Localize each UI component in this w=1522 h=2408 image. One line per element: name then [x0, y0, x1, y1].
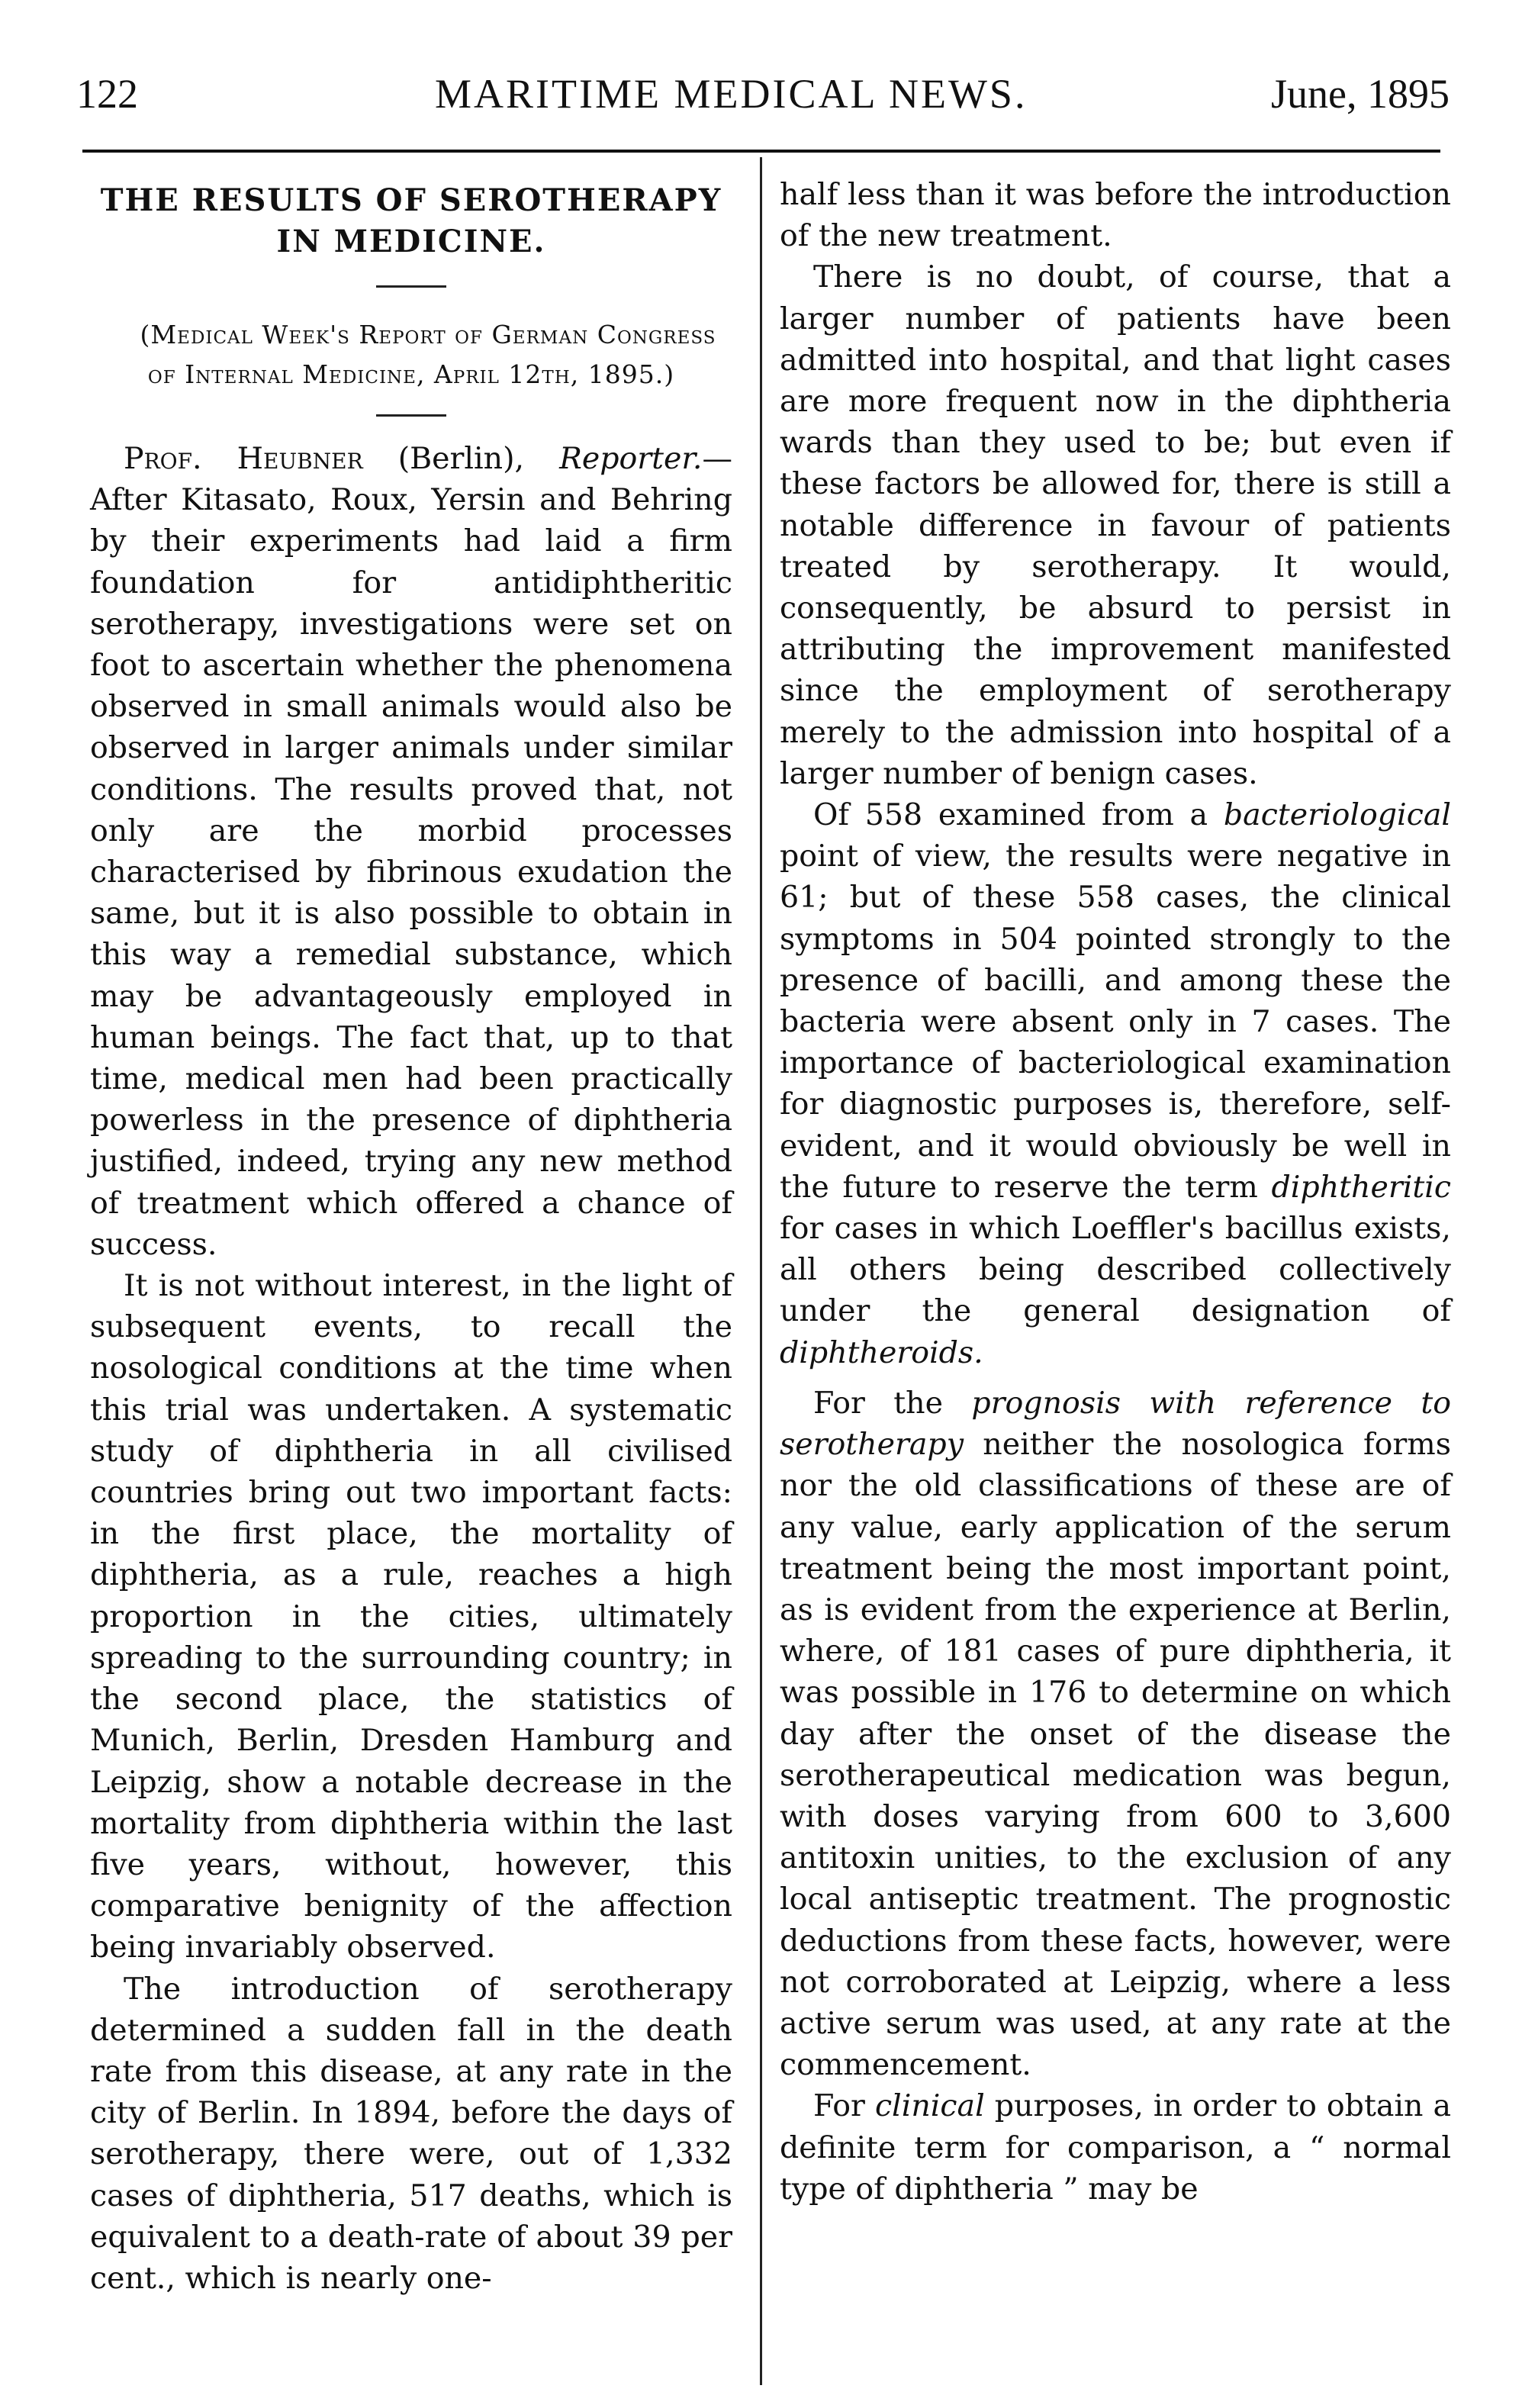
p5-part-b: point of view, the results were negative in 61; but of these 558 cases, the clinical symptoms in 504 pointed strongly to the presence of bacilli, and among these the bacteria were absent only in 7 cases. The importance of bacteriological examination for diagnostic purposes is, therefore, self-evident, and it would obviously be well in the future to reserve the term	[780, 839, 1451, 1205]
page-number: 122	[76, 71, 138, 117]
running-header	[76, 70, 1450, 131]
paragraph-1	[90, 438, 732, 1265]
source-rule	[376, 414, 446, 417]
right-column	[780, 174, 1451, 2210]
byline-dash: —	[702, 441, 732, 476]
title-rule	[376, 285, 446, 288]
left-column	[90, 174, 732, 2299]
paragraph-7	[780, 2085, 1451, 2210]
paragraph-2: It is not without interest, in the light of subsequent events, to recall the nosological conditions at the time when this trial was undertaken. A systematic study of diphtheria in all civilised countries bring out two important facts: in the first place, the mortality of diphtheria, as a rule, reaches a high proportion in the cities, ultimately spreading to the surrounding country; in the second place, the statistics of Munich, Berlin, Dresden Hamburg and Leipzig, show a notable decrease in the mortality from diphtheria within the last five years, without, however, this comparative benignity of the affection being invariably observed.	[90, 1268, 732, 1965]
p7-part-b: purposes, in order to obtain a definite term for comparison, a “ normal type of diphtheria ” may be	[780, 2088, 1452, 2207]
p5-part-a: Of 558 examined from a	[813, 797, 1224, 833]
article-title: THE RESULTS OF SEROTHERAPY IN MEDICINE.	[100, 182, 722, 259]
reporter-role: Reporter.	[559, 441, 703, 476]
p6-part-a: For the	[813, 1385, 972, 1421]
p5-emphasis-diphtheroids: diphtheroids.	[780, 1334, 983, 1370]
header-rule	[82, 150, 1440, 153]
p5-part-c: for cases in which Loeffler's bacillus exists, all others being described collectively under the general designation of	[780, 1211, 1451, 1329]
reporter-city: (Berlin),	[362, 441, 560, 476]
paragraph-6	[780, 1383, 1451, 2085]
paragraph-3-continued: half less than it was before the introduction of the new treatment.	[780, 177, 1451, 254]
p6-part-b: neither the nosologica forms nor the old classifications of these are of any value, early application of the serum treatment being the most important point, as is evident from the experience at Berlin, where, of 181 cases of pure diphtheria, it was possible in 176 to determine on which day after the onset of the disease the serotherapeutical medication was begun, with doses varying from 600 to 3,600 antitoxin unities, to the exclusion of any local antiseptic treatment. The prognostic deductions from these facts, however, were not corroborated at Leipzig, where a less active serum was used, at any rate at the commencement.	[780, 1427, 1451, 2083]
p5-emphasis-diphtheritic: diphtheritic	[1271, 1169, 1451, 1205]
paragraph-1-text: After Kitasato, Roux, Yersin and Behring by their experiments had laid a firm foundation for antidiphtheritic serotherapy, investigations were set on foot to ascertain whether the phenomena observed in small animals would also be observed in larger animals under similar conditions. The results proved that, not only are the morbid processes characterised by fibrinous exudation the same, but it is also possible to obtain in this way a remedial substance, which may be advantageously employed in human beings. The fact that, up to that time, medical men had been practically powerless in the presence of diphtheria justified, indeed, trying any new method of treatment which offered a chance of success.	[90, 482, 732, 1262]
p7-emphasis-clinical: clinical	[874, 2088, 985, 2124]
paragraph-5	[780, 794, 1451, 1373]
issue-date: June, 1895	[1271, 71, 1450, 117]
paragraph-3: The introduction of serotherapy determined a sudden fall in the death rate from this disease, at any rate in the city of Berlin. In 1894, before the days of serotherapy, there were, out of 1,332 cases of diphtheria, 517 deaths, which is equivalent to a death-rate of about 39 per cent., which is nearly one-	[90, 1971, 732, 2296]
p5-emphasis-bacteriological: bacteriological	[1223, 797, 1451, 833]
p6-emphasis-prognosis: prognosis with reference to serotherapy	[780, 1385, 1451, 1463]
p7-part-a: For	[813, 2088, 875, 2124]
paragraph-4: There is no doubt, of course, that a larger number of patients have been admitted into hospital, and that light cases are more frequent now in the diphtheria wards than they used to be; but even if these factors be allowed for, there is still a notable difference in favour of patients treated by serotherapy. It would, consequently, be absurd to persist in attributing the improvement manifested since the employment of serotherapy merely to the admission into hospital of a larger number of benign cases.	[780, 259, 1451, 791]
source-note: (Medical Week's Report of German Congress of Internal Medicine, April 12th, 1895.)	[140, 320, 716, 389]
reporter-name: Prof. Heubner	[124, 441, 363, 476]
journal-title: MARITIME MEDICAL NEWS.	[435, 71, 1028, 117]
column-divider	[760, 157, 762, 2385]
